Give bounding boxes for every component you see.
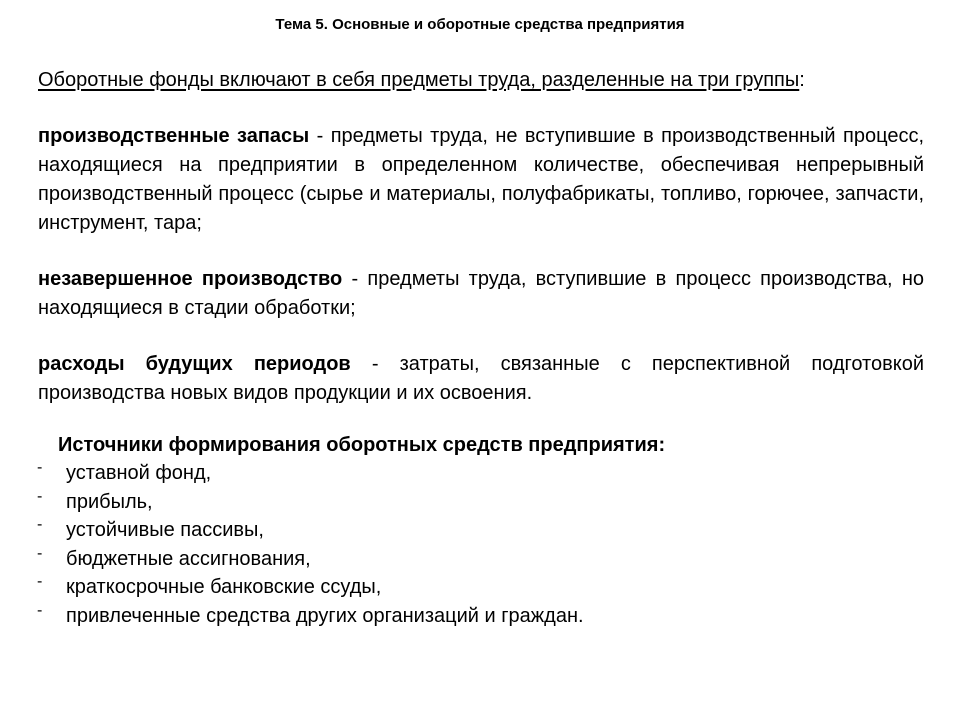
group-definition: - предметы труда, не вступившие в производственный процесс, находящиеся на предприятии в определенном количестве, обеспечивая непрерывный производственный процесс (сырье и материалы, полуфабрикаты, топливо, горючее, запчасти, инструмент, тара;	[38, 125, 924, 234]
dash-bullet: -	[37, 459, 43, 476]
dash-bullet: -	[37, 487, 43, 505]
list-item-text: привлеченные средства других организаций и граждан.	[66, 604, 584, 627]
slide-content	[38, 66, 924, 630]
group-definition: - предметы труда, вступившие в процесс производства, но находящиеся в стадии обработки;	[38, 268, 925, 319]
group-paragraph-production-stocks	[38, 122, 924, 238]
list-item	[38, 459, 924, 488]
group-definition: - затраты, связанные с перспективной подготовкой производства новых видов продукции и их освоения.	[38, 353, 924, 404]
list-item-text: прибыль,	[66, 490, 153, 513]
list-item-text: краткосрочные банковские ссуды,	[66, 576, 382, 598]
intro-paragraph	[38, 66, 924, 95]
list-item	[38, 488, 924, 517]
dash-bullet: -	[37, 601, 43, 619]
list-item	[38, 573, 924, 602]
group-paragraph-deferred-expenses	[38, 350, 924, 408]
sources-list	[38, 459, 924, 630]
group-term: незавершенное производство	[38, 268, 343, 290]
dash-bullet: -	[37, 544, 43, 562]
dash-bullet: -	[37, 573, 43, 590]
sources-heading: Источники формирования оборотных средств предприятия:	[58, 434, 666, 456]
group-term: расходы будущих периодов	[38, 353, 351, 375]
list-item-text: уставной фонд,	[66, 462, 212, 484]
intro-colon: :	[799, 69, 805, 91]
list-item-text: устойчивые пассивы,	[66, 519, 264, 541]
slide-title: Тема 5. Основные и оборотные средства предприятия	[275, 16, 685, 33]
list-item-text: бюджетные ассигнования,	[66, 547, 311, 570]
group-term: производственные запасы	[38, 125, 310, 147]
intro-text: Оборотные фонды включают в себя предметы труда, разделенные на три группы	[38, 69, 800, 91]
dash-bullet: -	[37, 516, 43, 533]
list-item	[38, 602, 924, 631]
group-paragraph-work-in-progress	[38, 265, 924, 323]
list-item	[38, 516, 924, 545]
list-item	[38, 545, 924, 574]
